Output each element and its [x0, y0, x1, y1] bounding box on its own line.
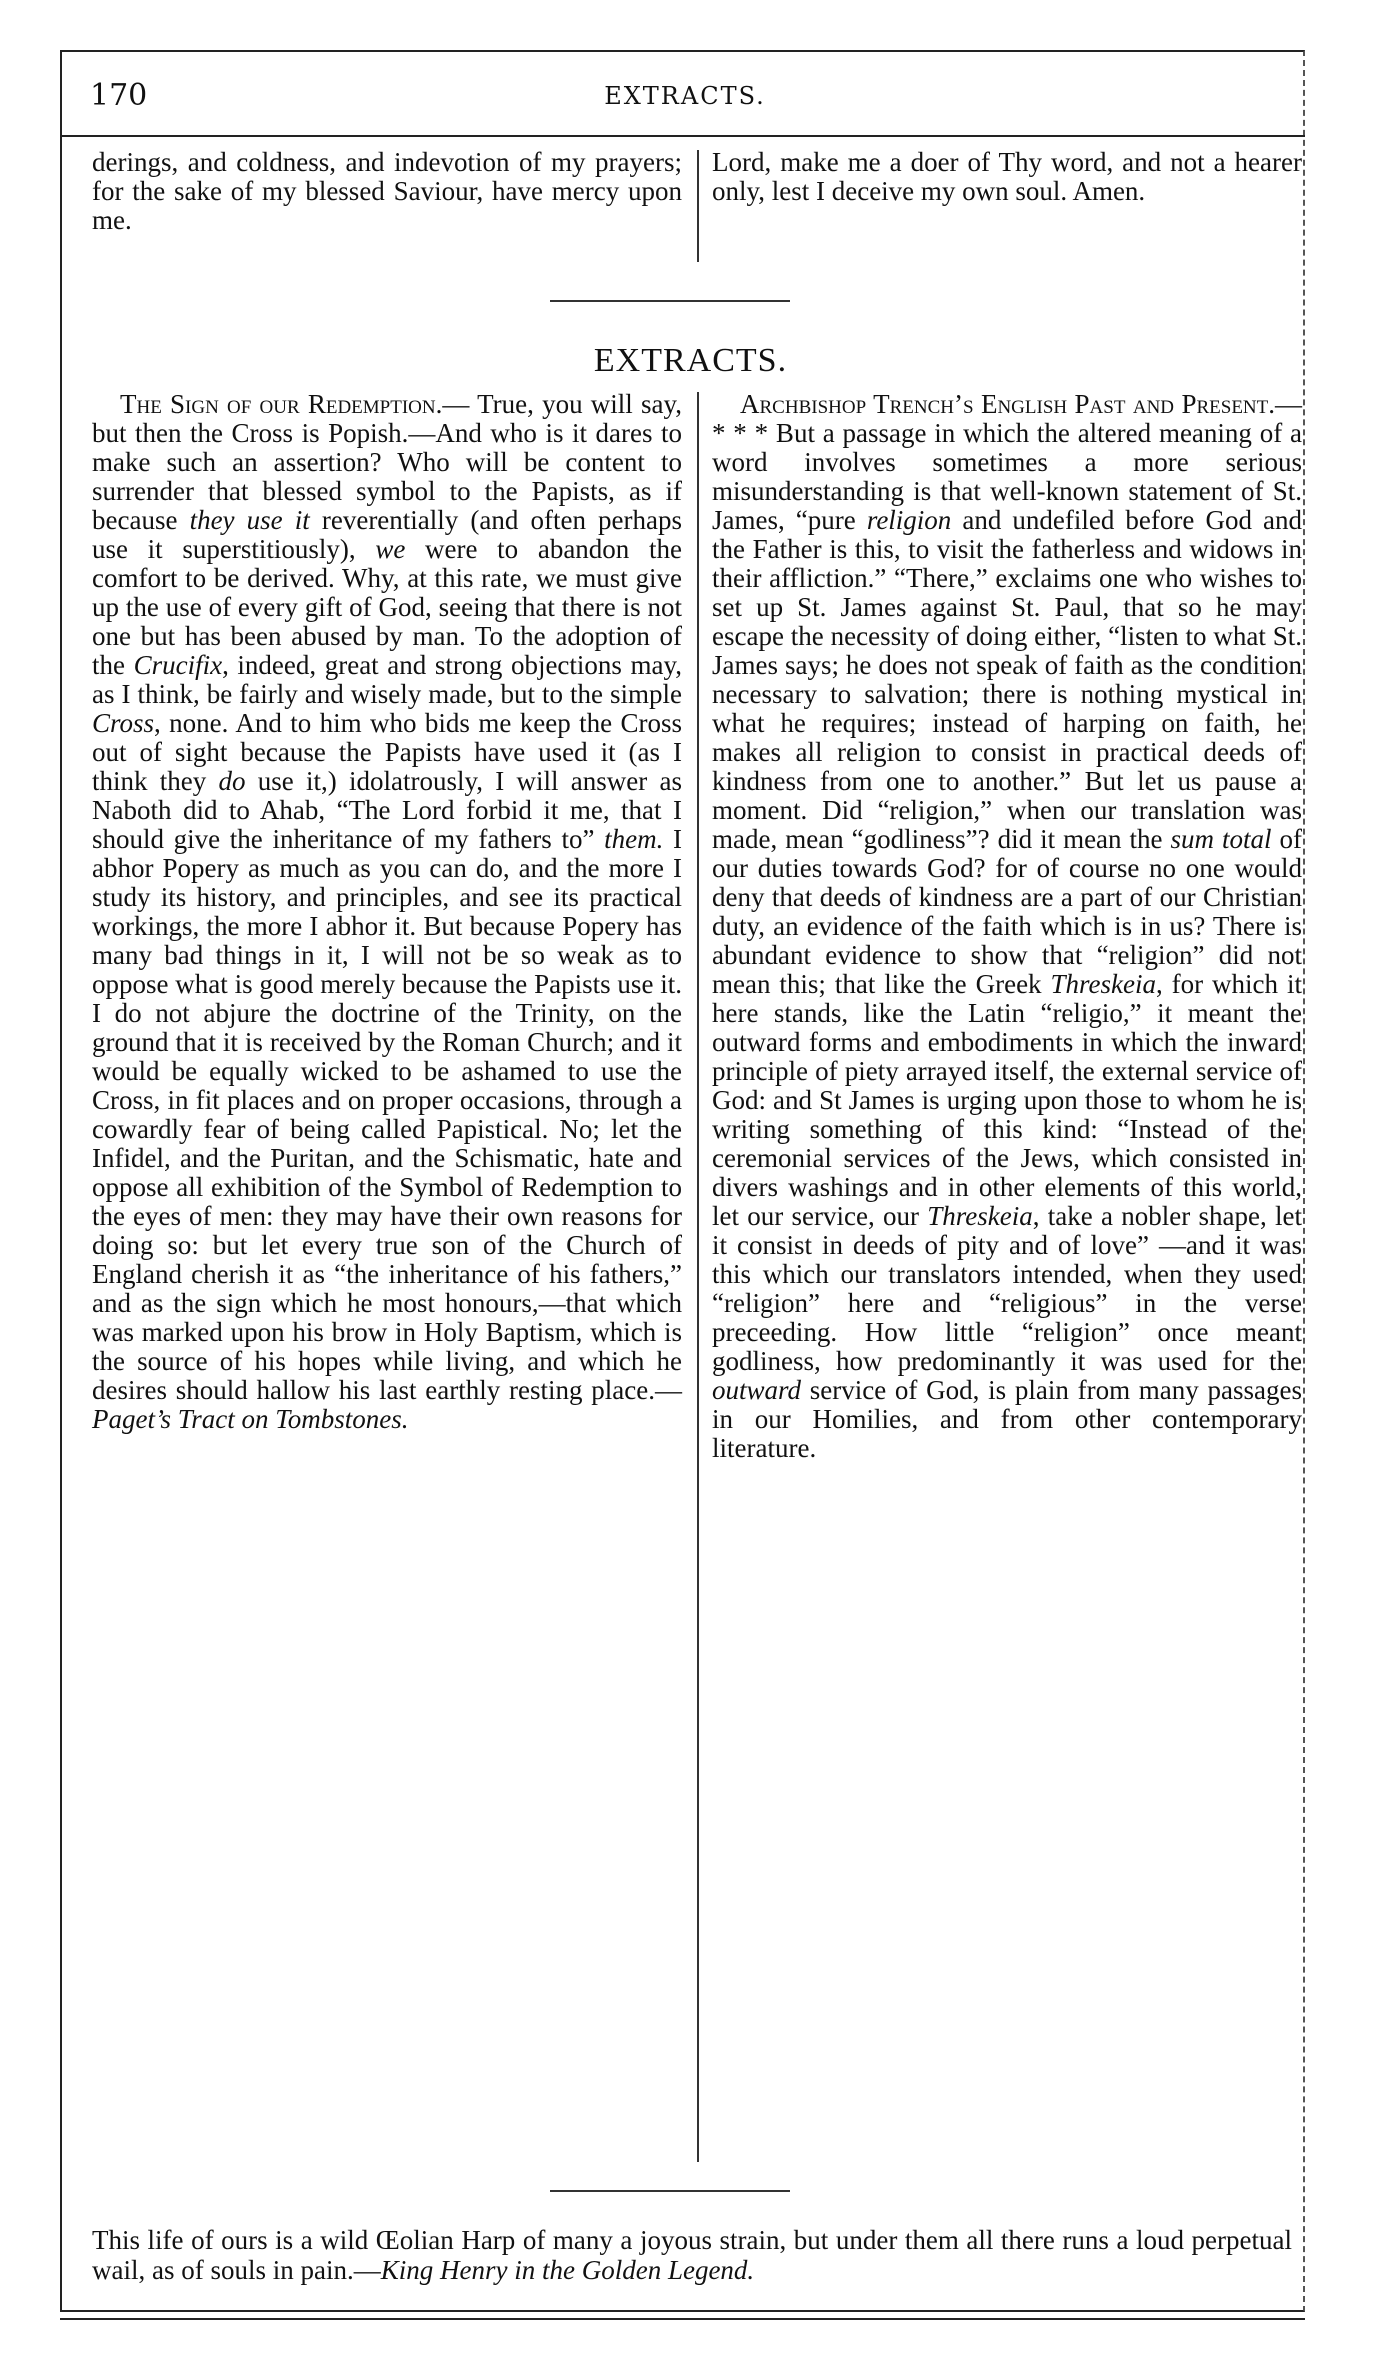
article-text: and undefiled before God and the Father is this, to visit the fatherless and widows in their affliction.” “There,” exclaims one who wishes to set up St. James against St. Paul, that so he may escape the necessity of doing either, “listen to what St. James says; he does not speak of faith as the condition necessary to salvation; there is nothing mystical in what he requires; instead of harping on faith, he makes all religion to consist in practical deeds of kindness from one to another.” But let us pause a moment. Did “religion,” when our translation was made, mean “godliness”? did it mean the — [712, 505, 1302, 854]
column-divider-main — [697, 392, 699, 2162]
article-emphasis: do — [218, 766, 246, 796]
article-text: , for which it here stands, like the Latin “religio,” it meant the outward forms and embodiments in which the inward principle of piety arrayed itself, the external service of God: and St James is urging upon those to whom he is writing something of this kind: “Instead of the ceremonial services of the Jews, which consisted in divers washings and in other elements of this world, let our service, our — [712, 969, 1302, 1231]
article-emphasis: we — [375, 534, 406, 564]
continuation-right-text: Lord, make me a doer of Thy word, and not a hearer only, lest I deceive my own soul. Amen. — [712, 147, 1302, 206]
continuation-left — [92, 148, 682, 235]
running-title: EXTRACTS. — [604, 82, 766, 110]
footer-quote — [92, 2225, 1292, 2285]
article-sign-of-redemption — [92, 390, 682, 1434]
article-emphasis: Cross — [92, 708, 155, 738]
article-text: service of God, is plain from many passages in our Homilies, and from other contemporary literature. — [712, 1375, 1302, 1463]
article-emphasis: Threskeia — [1050, 969, 1156, 999]
page-header — [90, 78, 1280, 126]
article-trench-english — [712, 390, 1302, 1463]
bottom-rule — [60, 2318, 1305, 2320]
article-emphasis: Crucifix — [133, 650, 223, 680]
article-emphasis: them. — [604, 824, 664, 854]
header-rule — [60, 135, 1305, 137]
continuation-left-text: derings, and coldness, and indevotion of my prayers; for the sake of my blessed Saviour, have mercy upon me. — [92, 147, 682, 235]
article-emphasis: religion — [866, 505, 952, 535]
article-text: , indeed, great and strong objections may, as I think, be fairly and wisely made, but to the simple — [92, 650, 682, 709]
footer-quote-text: This life of ours is a wild Œolian Harp of many a joyous strain, but under them all there runs a loud perpetual wail, as of souls in pain.— — [92, 2225, 1292, 2285]
article-heading: Archbishop Trench’s English Past and Present.— * * * — [712, 389, 1302, 448]
article-text: True, you will say, but then the Cross is Popish.—And who is it dares to make such an assertion? Who will be content to surrender that blessed symbol to the Papists, as if because — [92, 389, 682, 535]
footer-rule — [550, 2190, 790, 2192]
article-emphasis: they use it — [189, 505, 310, 535]
article-emphasis: Threskeia — [927, 1201, 1033, 1231]
article-text: I abhor Popery as much as you can do, and the more I study its history, and principles, and see its practical workings, the more I abhor it. But because Popery has many bad things in it, I will not be so weak as to oppose what is good merely because the Papists use it. I do not abjure the doctrine of the Trinity, on the ground that it is received by the Roman Church; and it would be equally wicked to be ashamed to use the Cross, in fit places and on proper occasions, through a cowardly fear of being called Papistical. No; let the Infidel, and the Puritan, and the Schismatic, hate and oppose all exhibition of the Symbol of Redemption to the eyes of men: they may have their own reasons for doing so: but let every true son of the Church of England cherish it as “the inheritance of his fathers,” and as the sign which he most honours,—that which was marked upon his brow in Holy Baptism, which is the source of his hopes while living, and which he desires should hallow his last earthly resting place.— — [92, 824, 682, 1405]
article-source: Paget’s Tract on Tombstones. — [92, 1404, 409, 1434]
article-text: , take a nobler shape, let it consist in deeds of pity and of love” —and it was this which our translators intended, when they used “religion” here and “religious” in the verse preceeding. How little “religion” once meant godliness, how predominantly it was used for the — [712, 1201, 1302, 1376]
footer-quote-source: King Henry in the Golden Legend. — [380, 2255, 755, 2285]
section-rule — [550, 300, 790, 302]
continuation-right — [712, 148, 1302, 206]
column-divider-top — [697, 150, 699, 262]
article-text: But a passage in which the altered meaning of a word involves sometimes a more serious misunderstanding is that well-known statement of St. James, “pure — [712, 418, 1303, 535]
article-heading: The Sign of our Redemption.— — [120, 389, 470, 419]
page-number: 170 — [90, 78, 148, 113]
article-text: of our duties towards God? for of course no one would deny that deeds of kindness are a part of our Christian duty, an evidence of the faith which is in us? There is abundant evidence to show that “religion” did not mean this; that like the Greek — [712, 824, 1302, 999]
article-text: reverentially (and often perhaps use it superstitiously), — [92, 505, 683, 564]
article-emphasis: outward — [712, 1375, 802, 1405]
article-text: were to abandon the comfort to be derived. Why, at this rate, we must give up the use of every gift of God, seeing that there is not one but has been abused by man. To the adoption of the — [92, 534, 682, 680]
article-text: , none. And to him who bids me keep the Cross out of sight because the Papists have used it (as I think they — [92, 708, 682, 796]
article-text: use it,) idolatrously, I will answer as Naboth did to Ahab, “The Lord forbid it me, that I should give the inheritance of my fathers to” — [92, 766, 682, 854]
section-title: EXTRACTS. — [593, 342, 788, 379]
article-emphasis: sum total — [1170, 824, 1272, 854]
